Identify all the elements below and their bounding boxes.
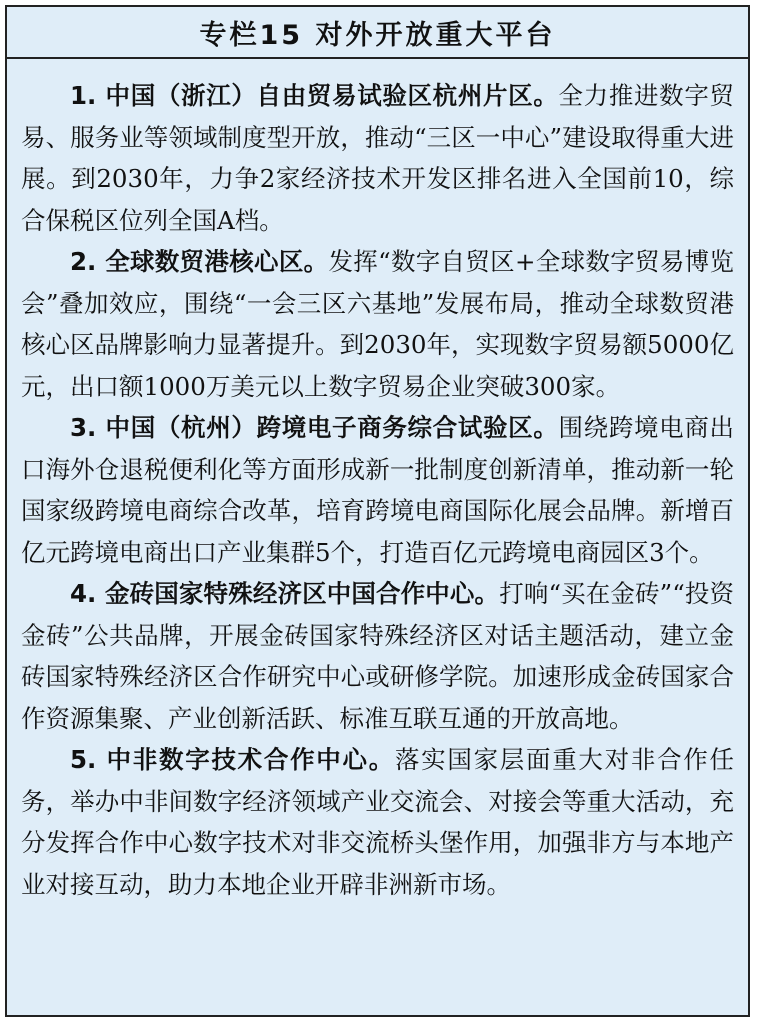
item-body: 落实国家层面重大对非合作任务，举办中非间数字经济领域产业交流会、对接会等重大活动，充分发挥合作中心数字技术对非交流桥头堡作用，加强非方与本地产业对接互动，助力本地企业开辟非洲新市场。	[21, 745, 734, 899]
item-body: 打响“买在金砖”“投资金砖”公共品牌，开展金砖国家特殊经济区对话主题活动，建立金砖国家特殊经济区合作研究中心或研修学院。加速形成金砖国家合作资源集聚、产业创新活跃、标准互联互通的开放高地。	[21, 579, 735, 733]
item-heading: 5. 中非数字技术合作中心。	[70, 745, 395, 774]
item-body: 围绕跨境电商出口海外仓退税便利化等方面形成新一批制度创新清单，推动新一轮国家级跨境电商综合改革，培育跨境电商国际化展会品牌。新增百亿元跨境电商出口产业集群5个，打造百亿元跨境电商园区3个。	[21, 413, 735, 567]
item-body: 发挥“数字自贸区+全球数字贸易博览会”叠加效应，围绕“一会三区六基地”发展布局，推动全球数贸港核心区品牌影响力显著提升。到2030年，实现数字贸易额5000亿元，出口额1000万美元以上数字贸易企业突破300家。	[21, 247, 734, 401]
item-paragraph	[21, 739, 734, 905]
item-heading: 2. 全球数贸港核心区。	[70, 247, 329, 276]
item-paragraph	[21, 573, 734, 739]
item-heading: 1. 中国（浙江）自由贸易试验区杭州片区。	[70, 81, 559, 110]
item-paragraph	[21, 407, 734, 573]
item-heading: 4. 金砖国家特殊经济区中国合作中心。	[70, 579, 500, 608]
column-content	[7, 59, 748, 905]
item-paragraph	[21, 241, 734, 407]
column-box	[5, 5, 750, 1017]
item-heading: 3. 中国（杭州）跨境电子商务综合试验区。	[70, 413, 559, 442]
title-bar	[7, 7, 748, 59]
item-body: 全力推进数字贸易、服务业等领域制度型开放，推动“三区一中心”建设取得重大进展。到2030年，力争2家经济技术开发区排名进入全国前10，综合保税区位列全国A档。	[21, 81, 735, 235]
column-title: 专栏15 对外开放重大平台	[199, 19, 556, 51]
item-paragraph	[21, 75, 734, 241]
